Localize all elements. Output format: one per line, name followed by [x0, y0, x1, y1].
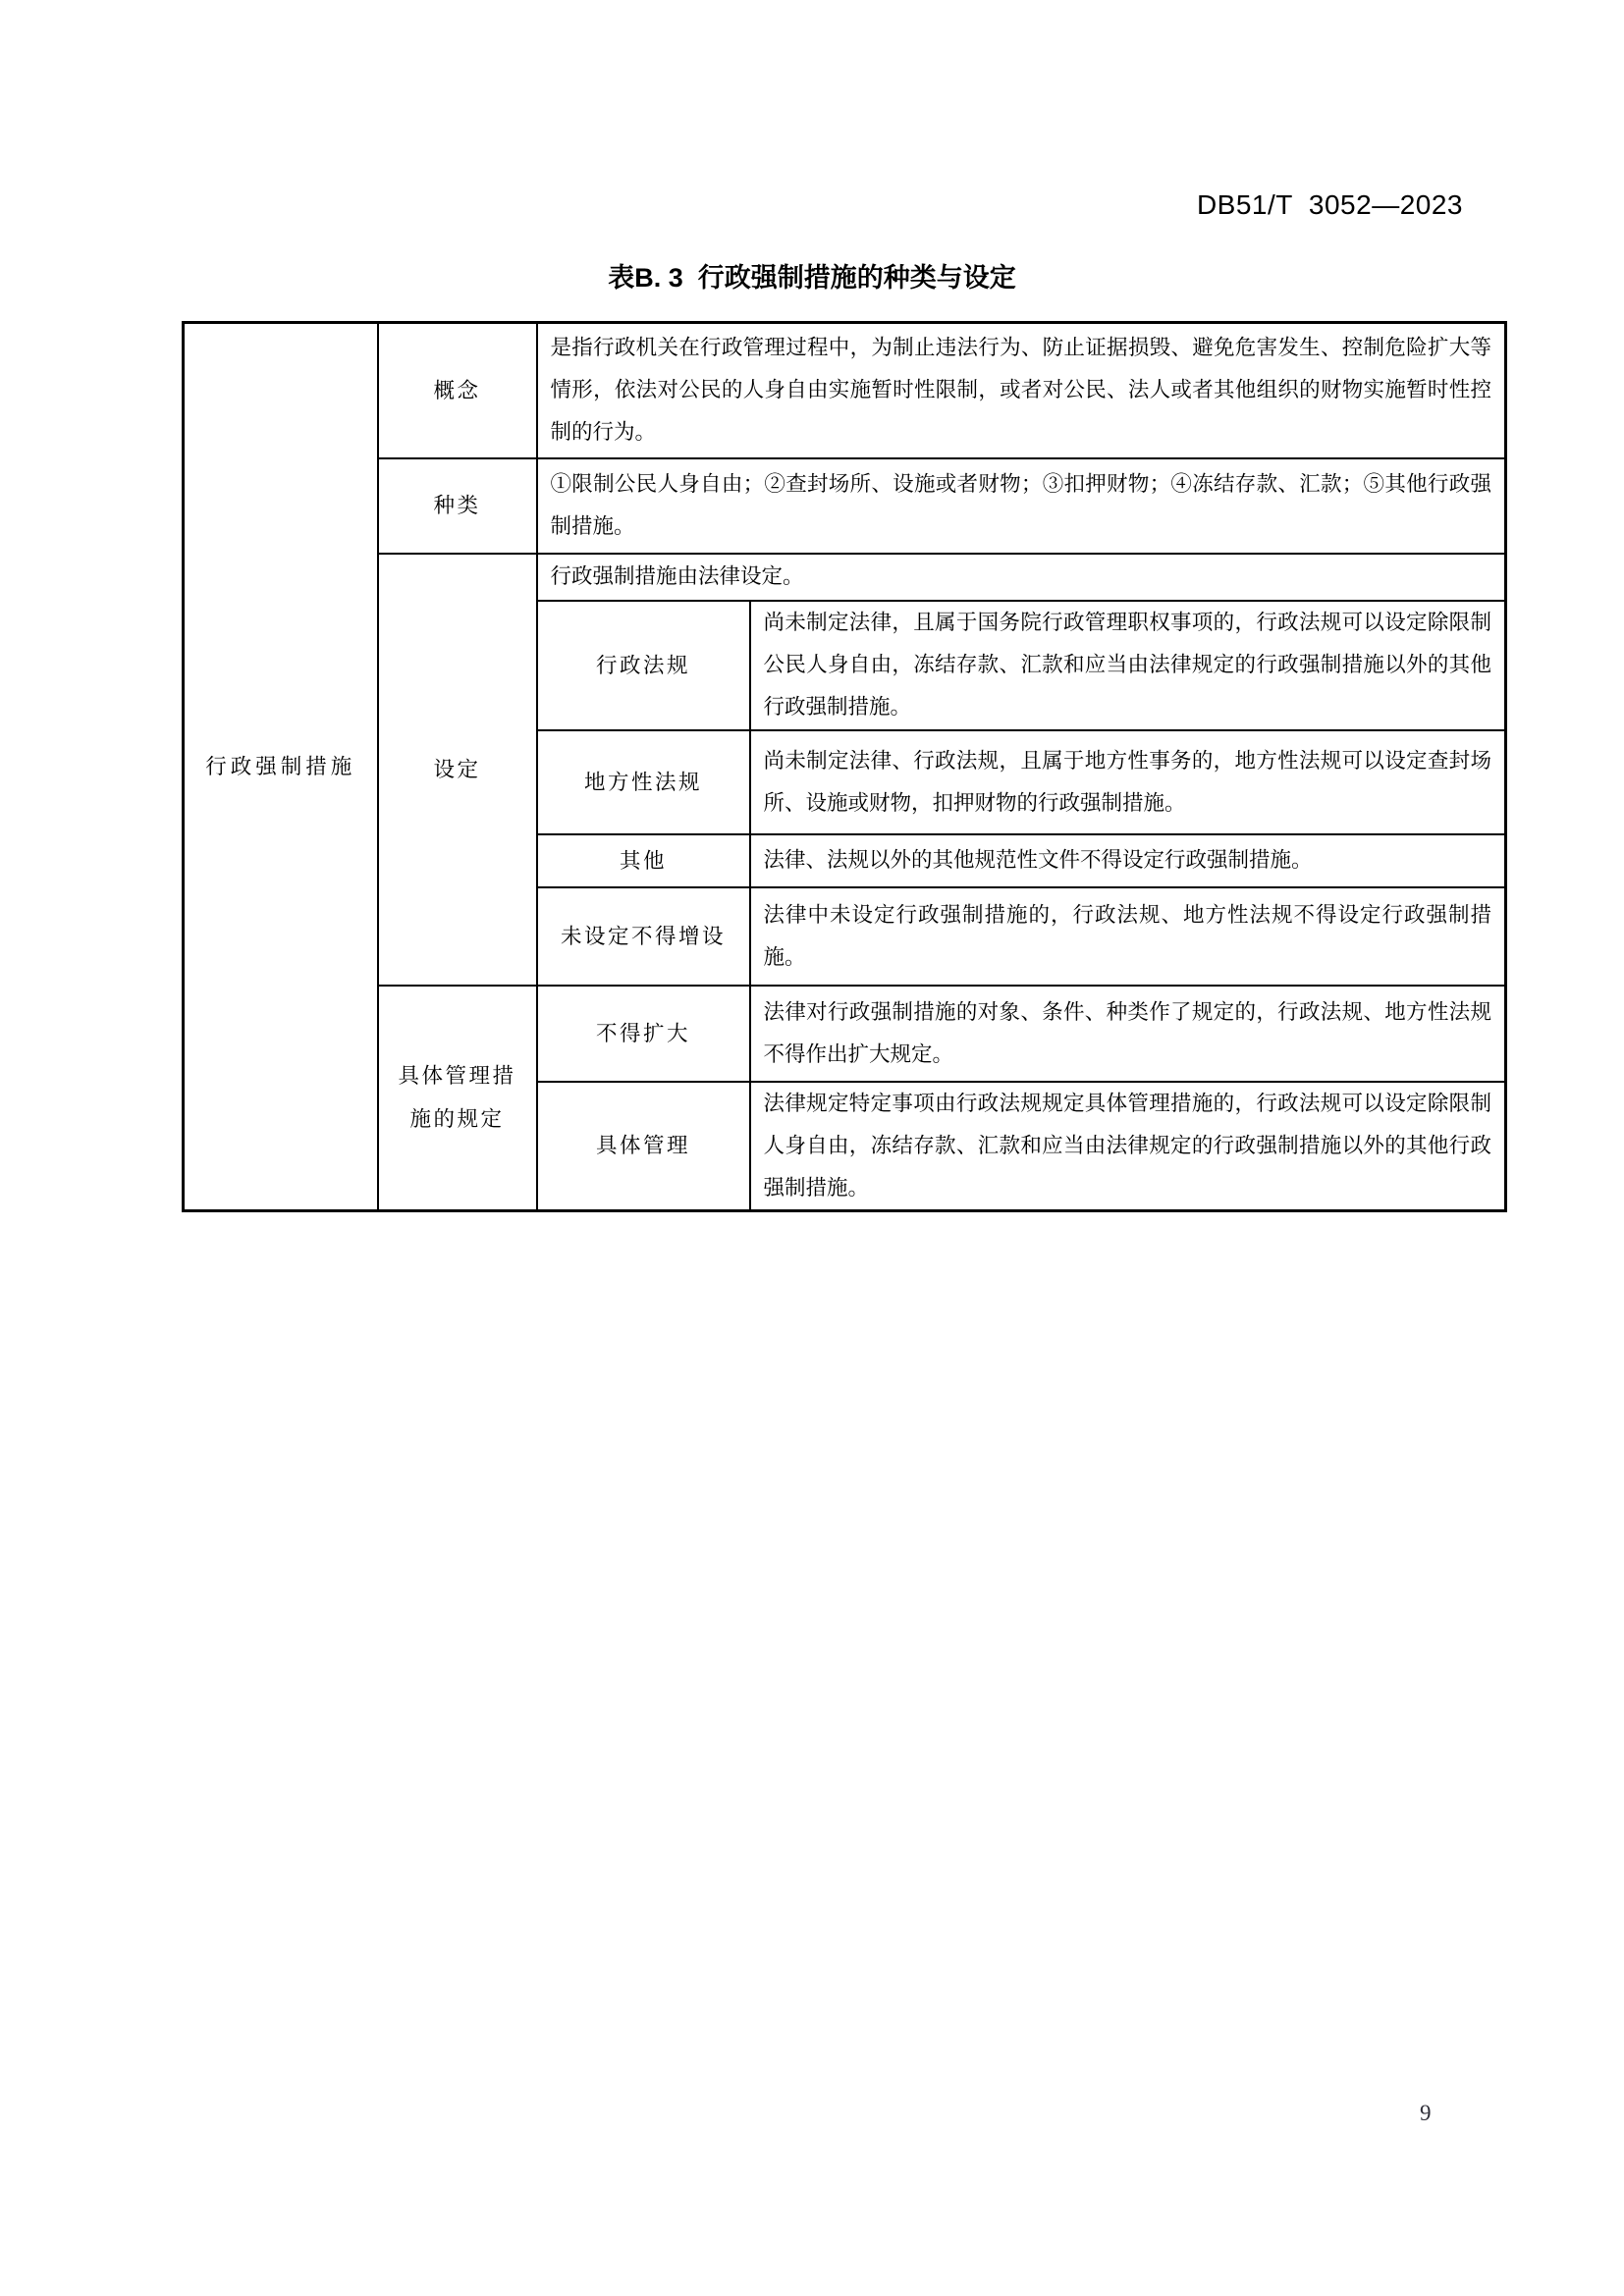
cell-xingzhengfagui-text: 尚未制定法律，且属于国务院行政管理职权事项的，行政法规可以设定除限制公民人身自由，冻结存款、汇款和应当由法律规定的行政强制措施以外的其他行政强制措施。: [750, 601, 1506, 730]
cell-sheding-label: 设定: [378, 554, 537, 986]
cell-gainian-text: 是指行政机关在行政管理过程中，为制止违法行为、防止证据损毁、避免危害发生、控制危险扩大等情形，依法对公民的人身自由实施暂时性限制，或者对公民、法人或者其他组织的财物实施暂时性控制的行为。: [537, 323, 1506, 458]
table-row: [184, 986, 1506, 1082]
table-title: 表B. 3 行政强制措施的种类与设定: [608, 263, 1016, 293]
cell-category: 行政强制措施: [184, 323, 378, 1211]
page-number: 9: [1420, 2101, 1432, 2125]
cell-qita-text: 法律、法规以外的其他规范性文件不得设定行政强制措施。: [750, 834, 1506, 887]
cell-juti-label: 具体管理措施的规定: [378, 986, 537, 1211]
table-row: [184, 323, 1506, 458]
cell-gainian-label: 概念: [378, 323, 537, 458]
cell-jutiguanli-label: 具体管理: [537, 1082, 750, 1211]
cell-weisheding-text: 法律中未设定行政强制措施的，行政法规、地方性法规不得设定行政强制措施。: [750, 887, 1506, 986]
cell-jutiguanli-text: 法律规定特定事项由行政法规规定具体管理措施的，行政法规可以设定除限制人身自由，冻结存款、汇款和应当由法律规定的行政强制措施以外的其他行政强制措施。: [750, 1082, 1506, 1211]
table-b3: [182, 321, 1507, 1212]
cell-budekuoda-label: 不得扩大: [537, 986, 750, 1082]
cell-qita-label: 其他: [537, 834, 750, 887]
cell-difangxingfagui-text: 尚未制定法律、行政法规，且属于地方性事务的，地方性法规可以设定查封场所、设施或财物，扣押财物的行政强制措施。: [750, 730, 1506, 834]
cell-zhonglei-text: ①限制公民人身自由；②查封场所、设施或者财物；③扣押财物；④冻结存款、汇款；⑤其他行政强制措施。: [537, 458, 1506, 554]
cell-zhonglei-label: 种类: [378, 458, 537, 554]
table-row: [184, 554, 1506, 601]
table-row: [184, 458, 1506, 554]
cell-weisheding-label: 未设定不得增设: [537, 887, 750, 986]
cell-sheding-intro: 行政强制措施由法律设定。: [537, 554, 1506, 601]
cell-budekuoda-text: 法律对行政强制措施的对象、条件、种类作了规定的，行政法规、地方性法规不得作出扩大规定。: [750, 986, 1506, 1082]
cell-xingzhengfagui-label: 行政法规: [537, 601, 750, 730]
cell-difangxingfagui-label: 地方性法规: [537, 730, 750, 834]
standard-number-header: DB51/T 3052—2023: [1196, 189, 1463, 220]
